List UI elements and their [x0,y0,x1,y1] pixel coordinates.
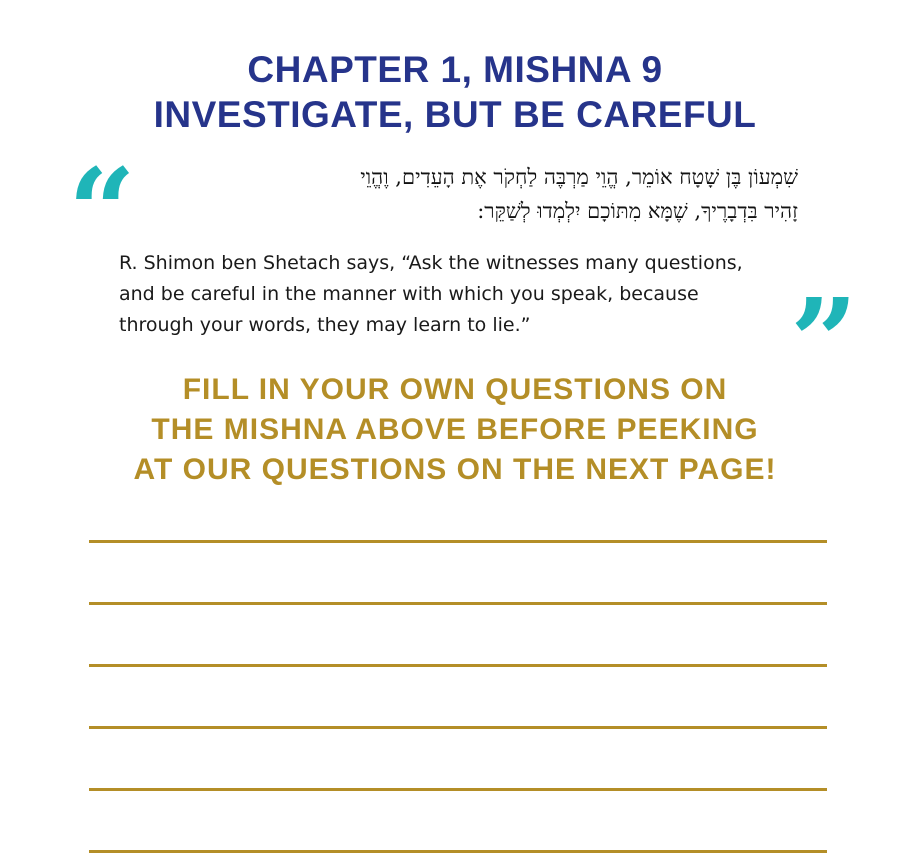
close-quote-icon: ” [790,272,858,411]
answer-line[interactable] [89,602,827,605]
english-translation [119,248,809,341]
open-quote-icon: “ [68,142,136,281]
hebrew-line: שִׁמְעוֹן בֶּן שָׁטָח אוֹמֵר, הֱוֵי מַרְבֶּה לַחְקֹר אֶת הָעֵדִים, וֶהֱוֵי [360,165,798,189]
answer-line[interactable] [89,726,827,729]
hebrew-mishna-text [150,160,798,228]
chapter-title: CHAPTER 1, MISHNA 9 [247,49,663,90]
mishna-subtitle: INVESTIGATE, BUT BE CAREFUL [153,94,757,135]
hebrew-line: זָהִיר בִּדְבָרֶיךָ, שֶׁמָּא מִתּוֹכָם יִלְמְדוּ לְשַׁקֵּר: [477,199,798,223]
answer-line[interactable] [89,664,827,667]
answer-line[interactable] [89,540,827,543]
answer-line[interactable] [89,788,827,791]
prompt-line: FILL IN YOUR OWN QUESTIONS ON [182,373,728,406]
answer-line[interactable] [89,850,827,853]
translation-line: R. Shimon ben Shetach says, “Ask the witnesses many questions, [119,252,743,274]
prompt-line: AT OUR QUESTIONS ON THE NEXT PAGE! [133,453,777,486]
prompt-line: THE MISHNA ABOVE BEFORE PEEKING [151,413,759,446]
translation-line: and be careful in the manner with which you speak, because [119,283,699,305]
translation-line: through your words, they may learn to lie.” [119,314,531,336]
instructions-prompt [0,370,910,490]
